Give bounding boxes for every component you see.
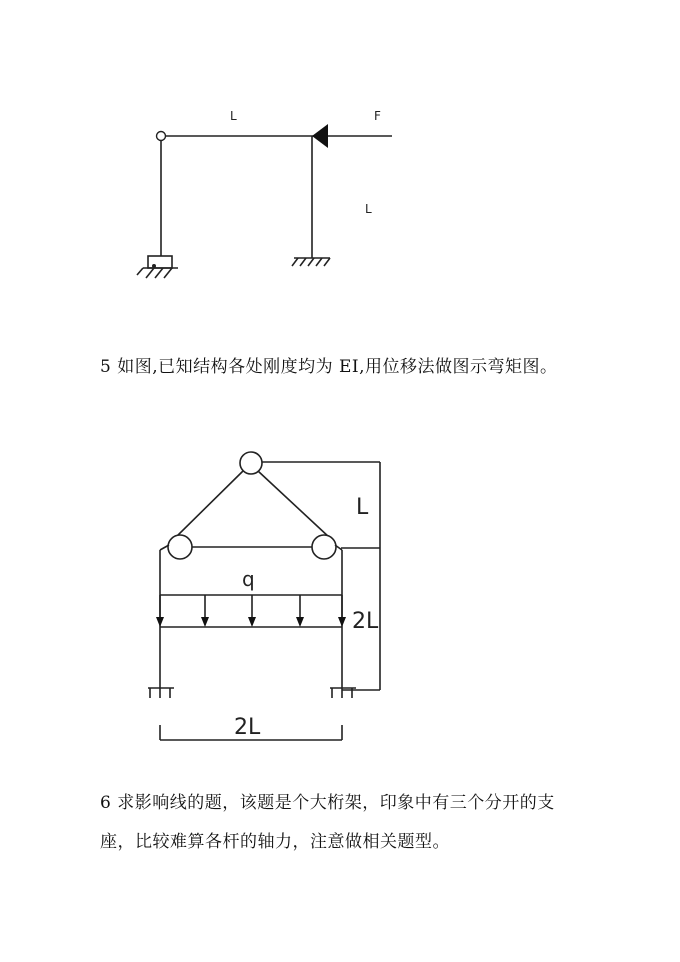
left-hinge [168,535,192,559]
force-arrowhead [312,124,328,148]
frame-figure-2 [0,430,680,760]
height-label-2L: 2L [352,609,379,634]
frame-figure-1 [0,0,680,320]
roller-support [137,256,178,278]
pin-hinge [157,132,166,141]
right-hinge [312,535,336,559]
frame-diagram-2 [0,430,680,760]
roller-dot [152,264,156,268]
question-6-text-line-1: 6 求影响线的题，该题是个大桁架，印象中有三个分开的支 [100,793,555,813]
distributed-load-arrows [160,595,342,619]
height-label-L: L [356,495,369,520]
right-diagonal [258,471,330,538]
column-height-label: L [365,202,372,216]
load-label-q: q [242,567,255,591]
question-5-text: 5 如图,已知结构各处刚度均为 EI,用位移法做图示弯矩图。 [100,357,558,377]
load-arrowheads [156,617,346,627]
left-fixed-support [148,688,174,698]
beam-length-label: L [230,109,237,123]
top-hinge [240,452,262,474]
force-label: F [374,109,381,123]
width-label-2L: 2L [234,715,261,740]
fixed-support [292,258,330,266]
left-diagonal [175,471,243,538]
frame-diagram-1 [0,0,680,320]
question-6-text-line-2: 座，比较难算各杆的轴力，注意做相关题型。 [100,832,450,852]
